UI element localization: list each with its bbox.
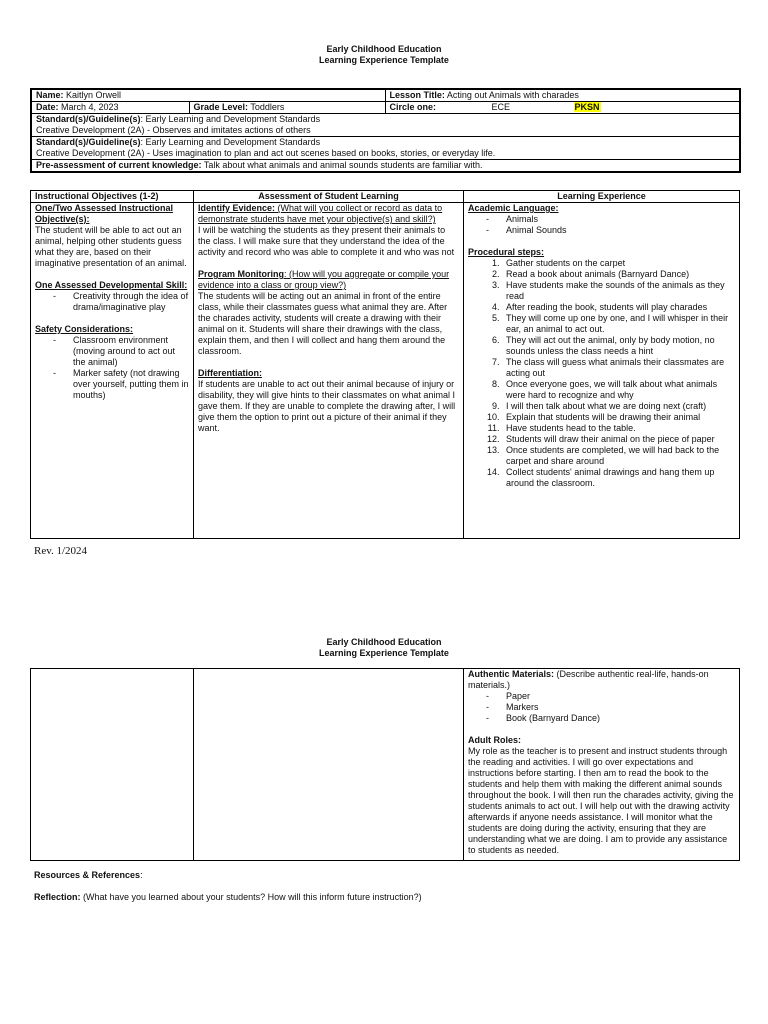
standard-2-cell xyxy=(31,137,740,160)
standard-1-cell xyxy=(31,114,740,137)
reflection-label: Reflection: xyxy=(34,892,84,902)
monitoring-heading xyxy=(198,269,459,291)
list-item: - Marker safety (not drawing over yourself, putting them in mouths) xyxy=(53,368,189,401)
safety-list xyxy=(35,335,189,401)
evidence-heading xyxy=(198,203,459,225)
list-item: - Book (Barnyard Dance) xyxy=(486,713,735,724)
list-item: - Creativity through the idea of drama/imaginative play xyxy=(53,291,189,313)
document-subtitle-page-2: Learning Experience Template xyxy=(319,648,449,658)
date-value: March 4, 2023 xyxy=(58,102,119,112)
evidence-text: I will be watching the students as they present their animals to the class. I will make sure that they understand the idea of the activity and record who was able to complete it and who was not xyxy=(198,225,455,257)
assessment-cell-continued xyxy=(194,669,464,861)
materials-list xyxy=(468,691,735,724)
list-item: 7. The class will guess what animals their classmates are acting out xyxy=(502,357,735,379)
instructional-objective-text: The student will be able to act out an animal, helping other students guess what they are, based on their imaginative presentation of an animal. xyxy=(35,225,187,268)
list-item: - Animals xyxy=(486,214,735,225)
materials-prompt: (Describe authentic real-life, hands-on materials.) xyxy=(468,669,709,690)
objectives-cell-continued xyxy=(31,669,194,861)
resources-label: Resources & References xyxy=(34,870,141,880)
circle-option-ece: ECE xyxy=(491,102,511,112)
experience-column-header: Learning Experience xyxy=(464,191,740,203)
lesson-header-table xyxy=(30,88,741,173)
objectives-column-header: Instructional Objectives (1-2) xyxy=(31,191,194,203)
procedural-steps-list xyxy=(468,258,735,489)
standard-2-value: : Early Learning and Development Standards xyxy=(140,137,321,147)
differentiation-heading: Differentiation: xyxy=(198,368,262,378)
resources-suffix: : xyxy=(140,870,143,880)
circle-option-pksn: PKSN xyxy=(574,102,600,112)
circle-cell xyxy=(385,102,740,114)
date-cell xyxy=(31,102,189,114)
safety-heading: Safety Considerations: xyxy=(35,324,134,334)
procedural-steps-heading: Procedural steps: xyxy=(468,247,545,257)
list-item: 5. They will come up one by one, and I will whisper in their ear, an animal to act out. xyxy=(502,313,735,335)
preassessment-label: Pre-assessment of current knowledge: xyxy=(36,160,202,170)
list-item: 6. They will act out the animal, only by body motion, no sounds unless the class needs a hint xyxy=(502,335,735,357)
list-item: 4. After reading the book, students will play charades xyxy=(502,302,735,313)
learning-experience-table xyxy=(30,190,740,539)
reflection-line xyxy=(34,892,422,903)
evidence-label: Identify Evidence: xyxy=(198,203,276,213)
list-item: 10. Explain that students will be drawing their animal xyxy=(502,412,735,423)
circle-label: Circle one: xyxy=(389,102,437,112)
adult-roles-heading: Adult Roles: xyxy=(468,735,521,745)
list-item: 3. Have students make the sounds of the animals as they read xyxy=(502,280,735,302)
evidence-prompt: (What will you collect or record as data to demonstrate students have met your objective(s) and skill?) xyxy=(198,203,443,224)
document-title-page-2: Early Childhood Education xyxy=(326,637,442,647)
differentiation-text: If students are unable to act out their animal because of injury or disability, they will give hints to their classmates on what animal I gave them. If they are unable to complete the drawing after, I will give them the option to print out a picture of their animal if they want. xyxy=(198,379,456,433)
academic-language-list xyxy=(468,214,735,236)
list-item: 14. Collect students' animal drawings and hang them up around the classroom. xyxy=(502,467,735,489)
monitoring-prompt: : (How will you aggregate or compile your evidence into a class or group view?) xyxy=(198,269,450,290)
name-cell xyxy=(31,89,385,102)
grade-cell xyxy=(189,102,385,114)
assessment-column-header: Assessment of Student Learning xyxy=(194,191,464,203)
list-item: - Animal Sounds xyxy=(486,225,735,236)
list-item: 2. Read a book about animals (Barnyard Dance) xyxy=(502,269,735,280)
experience-cell-continued xyxy=(464,669,740,861)
standard-2-detail: Creative Development (2A) - Uses imagination to plan and act out scenes based on books, stories, or everyday life. xyxy=(36,148,496,158)
resources-line xyxy=(34,870,143,881)
materials-label: Authentic Materials: xyxy=(468,669,555,679)
standard-1-label: Standard(s)/Guideline(s) xyxy=(36,114,141,124)
list-item: - Paper xyxy=(486,691,735,702)
list-item: 8. Once everyone goes, we will talk about what animals were hard to recognize and why xyxy=(502,379,735,401)
objectives-cell xyxy=(31,203,194,539)
lesson-title-label: Lesson Title: xyxy=(389,90,445,100)
document-subtitle: Learning Experience Template xyxy=(319,55,449,65)
revision-note: Rev. 1/2024 xyxy=(34,545,88,557)
developmental-skill-heading: One Assessed Developmental Skill: xyxy=(35,280,188,290)
list-item: 1. Gather students on the carpet xyxy=(502,258,735,269)
materials-heading xyxy=(468,669,735,691)
grade-value: Toddlers xyxy=(248,102,285,112)
grade-label: Grade Level: xyxy=(193,102,249,112)
lesson-title-value: Acting out Animals with charades xyxy=(444,90,579,100)
document-title: Early Childhood Education xyxy=(326,44,442,54)
adult-roles-text: My role as the teacher is to present and instruct students through the reading and activities. I will go over expectations and instructions before starting. I then am to read the book to the students and help them with making the different animal sounds throughout the book. I will then run the charades activity, giving the students animals to act out. I will help out with the drawing activity afterwards if anyone needs assistance. I will monitor what the students are doing during the activity, ensuring that they are understanding what we are doing. I am to provide any assistance to students as needed. xyxy=(468,746,734,855)
monitoring-text: The students will be acting out an animal in front of the entire class, while their classmates guess what animal they are. After the charades activity, students will create a drawing with their animal on it. Students will share their drawings with the class, explain them, and then I will collect and hang them around the classroom. xyxy=(198,291,448,356)
reflection-text: (What have you learned about your students? How will this inform future instruction?) xyxy=(83,892,422,902)
experience-cell xyxy=(464,203,740,539)
standard-2-label: Standard(s)/Guideline(s) xyxy=(36,137,141,147)
developmental-skill-list xyxy=(35,291,189,313)
preassessment-value: Talk about what animals and animal sounds students are familiar with. xyxy=(201,160,483,170)
preassessment-cell xyxy=(31,160,740,173)
standard-1-detail: Creative Development (2A) - Observes and imitates actions of others xyxy=(36,125,311,135)
date-label: Date: xyxy=(36,102,59,112)
list-item: 12. Students will draw their animal on the piece of paper xyxy=(502,434,735,445)
instructional-objective-heading: One/Two Assessed Instructional Objective(s): xyxy=(35,203,174,224)
list-item: 13. Once students are completed, we will had back to the carpet and share around xyxy=(502,445,735,467)
name-value: Kaitlyn Orwell xyxy=(63,90,122,100)
list-item: - Classroom environment (moving around to act out the animal) xyxy=(53,335,189,368)
list-item: - Markers xyxy=(486,702,735,713)
assessment-cell xyxy=(194,203,464,539)
standard-1-value: : Early Learning and Development Standards xyxy=(140,114,321,124)
continuation-table xyxy=(30,668,740,861)
list-item: 9. I will then talk about what we are doing next (craft) xyxy=(502,401,735,412)
list-item: 11. Have students head to the table. xyxy=(502,423,735,434)
academic-language-heading: Academic Language: xyxy=(468,203,559,213)
monitoring-label: Program Monitoring xyxy=(198,269,284,279)
name-label: Name: xyxy=(36,90,64,100)
lesson-title-cell xyxy=(385,89,740,102)
